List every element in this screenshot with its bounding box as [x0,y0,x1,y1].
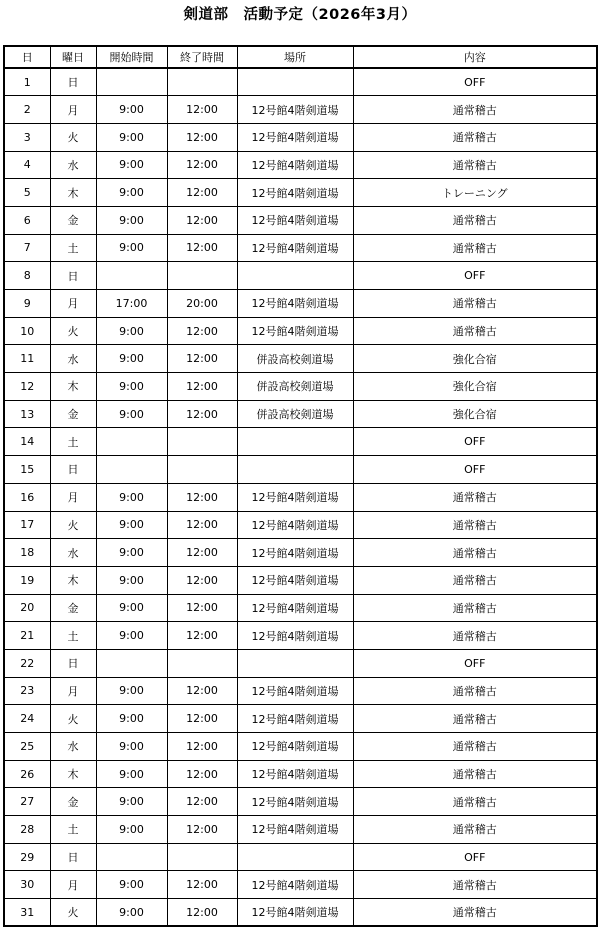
day-cell: 29 [4,843,50,871]
content-cell: 通常稽古 [353,622,597,650]
day-cell: 19 [4,566,50,594]
place-cell: 12号館4階剣道場 [237,290,353,318]
weekday-cell: 水 [50,733,96,761]
end-time-cell: 12:00 [167,594,237,622]
weekday-cell: 水 [50,151,96,179]
table-row [4,456,597,484]
end-time-cell: 20:00 [167,290,237,318]
end-time-cell: 12:00 [167,733,237,761]
place-cell: 12号館4階剣道場 [237,899,353,927]
start-time-cell: 9:00 [96,400,167,428]
content-cell: 通常稽古 [353,677,597,705]
day-cell: 24 [4,705,50,733]
end-time-cell: 12:00 [167,539,237,567]
table-row [4,677,597,705]
place-cell [237,68,353,96]
weekday-cell: 金 [50,400,96,428]
place-cell: 併設高校剣道場 [237,400,353,428]
day-cell: 21 [4,622,50,650]
table-row [4,760,597,788]
start-time-cell: 9:00 [96,871,167,899]
table-row [4,96,597,124]
weekday-cell: 日 [50,843,96,871]
column-header-content: 内容 [353,46,597,68]
day-cell: 8 [4,262,50,290]
start-time-cell: 9:00 [96,816,167,844]
content-cell: 通常稽古 [353,290,597,318]
end-time-cell [167,843,237,871]
day-cell: 7 [4,234,50,262]
weekday-cell: 日 [50,68,96,96]
end-time-cell: 12:00 [167,483,237,511]
end-time-cell: 12:00 [167,760,237,788]
content-cell: OFF [353,456,597,484]
place-cell: 12号館4階剣道場 [237,539,353,567]
start-time-cell: 9:00 [96,345,167,373]
table-row [4,206,597,234]
page-title: 剣道部 活動予定（2026年3月） [183,7,417,23]
weekday-cell: 月 [50,483,96,511]
start-time-cell: 9:00 [96,566,167,594]
day-cell: 4 [4,151,50,179]
start-time-cell: 9:00 [96,317,167,345]
content-cell: 通常稽古 [353,511,597,539]
content-cell: 通常稽古 [353,733,597,761]
table-row [4,262,597,290]
start-time-cell: 9:00 [96,788,167,816]
end-time-cell: 12:00 [167,345,237,373]
content-cell: OFF [353,649,597,677]
end-time-cell: 12:00 [167,317,237,345]
end-time-cell [167,456,237,484]
table-row [4,123,597,151]
table-row [4,68,597,96]
table-row [4,511,597,539]
place-cell [237,649,353,677]
day-cell: 2 [4,96,50,124]
content-cell: 通常稽古 [353,705,597,733]
schedule-table [3,45,598,927]
weekday-cell: 火 [50,899,96,927]
content-cell: 通常稽古 [353,760,597,788]
day-cell: 18 [4,539,50,567]
weekday-cell: 月 [50,871,96,899]
end-time-cell: 12:00 [167,400,237,428]
weekday-cell: 土 [50,622,96,650]
column-header-weekday: 曜日 [50,46,96,68]
place-cell: 12号館4階剣道場 [237,483,353,511]
day-cell: 22 [4,649,50,677]
end-time-cell: 12:00 [167,96,237,124]
day-cell: 26 [4,760,50,788]
content-cell: トレーニング [353,179,597,207]
table-row [4,151,597,179]
table-row [4,539,597,567]
place-cell: 12号館4階剣道場 [237,788,353,816]
start-time-cell: 9:00 [96,539,167,567]
start-time-cell [96,428,167,456]
weekday-cell: 土 [50,428,96,456]
table-row [4,816,597,844]
day-cell: 27 [4,788,50,816]
weekday-cell: 木 [50,760,96,788]
place-cell: 併設高校剣道場 [237,373,353,401]
start-time-cell: 9:00 [96,733,167,761]
table-row [4,317,597,345]
end-time-cell: 12:00 [167,871,237,899]
start-time-cell [96,262,167,290]
day-cell: 11 [4,345,50,373]
start-time-cell: 9:00 [96,760,167,788]
start-time-cell: 9:00 [96,373,167,401]
day-cell: 14 [4,428,50,456]
content-cell: OFF [353,843,597,871]
day-cell: 3 [4,123,50,151]
day-cell: 13 [4,400,50,428]
end-time-cell: 12:00 [167,123,237,151]
end-time-cell: 12:00 [167,705,237,733]
place-cell: 併設高校剣道場 [237,345,353,373]
day-cell: 12 [4,373,50,401]
end-time-cell: 12:00 [167,566,237,594]
weekday-cell: 日 [50,262,96,290]
end-time-cell: 12:00 [167,816,237,844]
end-time-cell [167,68,237,96]
table-row [4,622,597,650]
content-cell: 通常稽古 [353,816,597,844]
table-row [4,428,597,456]
end-time-cell: 12:00 [167,511,237,539]
column-header-place: 場所 [237,46,353,68]
end-time-cell: 12:00 [167,677,237,705]
table-row [4,290,597,318]
start-time-cell: 9:00 [96,123,167,151]
content-cell: 通常稽古 [353,539,597,567]
content-cell: 通常稽古 [353,871,597,899]
weekday-cell: 月 [50,290,96,318]
weekday-cell: 火 [50,511,96,539]
table-row [4,649,597,677]
table-row [4,594,597,622]
weekday-cell: 火 [50,123,96,151]
start-time-cell: 9:00 [96,677,167,705]
content-cell: OFF [353,68,597,96]
end-time-cell: 12:00 [167,622,237,650]
column-header-end-time: 終了時間 [167,46,237,68]
day-cell: 15 [4,456,50,484]
column-header-day: 日 [4,46,50,68]
end-time-cell: 12:00 [167,206,237,234]
place-cell: 12号館4階剣道場 [237,96,353,124]
day-cell: 30 [4,871,50,899]
content-cell: 強化合宿 [353,345,597,373]
place-cell: 12号館4階剣道場 [237,871,353,899]
weekday-cell: 土 [50,234,96,262]
start-time-cell: 17:00 [96,290,167,318]
place-cell: 12号館4階剣道場 [237,705,353,733]
end-time-cell: 12:00 [167,373,237,401]
day-cell: 5 [4,179,50,207]
end-time-cell [167,649,237,677]
content-cell: 通常稽古 [353,317,597,345]
table-row [4,234,597,262]
end-time-cell: 12:00 [167,151,237,179]
table-row [4,843,597,871]
start-time-cell [96,456,167,484]
end-time-cell: 12:00 [167,899,237,927]
day-cell: 28 [4,816,50,844]
start-time-cell [96,68,167,96]
place-cell: 12号館4階剣道場 [237,816,353,844]
weekday-cell: 水 [50,539,96,567]
weekday-cell: 木 [50,179,96,207]
place-cell: 12号館4階剣道場 [237,151,353,179]
end-time-cell: 12:00 [167,234,237,262]
content-cell: 通常稽古 [353,151,597,179]
table-row [4,345,597,373]
place-cell: 12号館4階剣道場 [237,511,353,539]
weekday-cell: 金 [50,206,96,234]
place-cell: 12号館4階剣道場 [237,179,353,207]
place-cell: 12号館4階剣道場 [237,622,353,650]
weekday-cell: 火 [50,317,96,345]
table-row [4,871,597,899]
weekday-cell: 水 [50,345,96,373]
weekday-cell: 火 [50,705,96,733]
weekday-cell: 木 [50,566,96,594]
end-time-cell [167,428,237,456]
weekday-cell: 月 [50,677,96,705]
end-time-cell [167,262,237,290]
day-cell: 1 [4,68,50,96]
weekday-cell: 月 [50,96,96,124]
table-row [4,483,597,511]
start-time-cell: 9:00 [96,899,167,927]
day-cell: 10 [4,317,50,345]
place-cell [237,262,353,290]
content-cell: 強化合宿 [353,373,597,401]
place-cell: 12号館4階剣道場 [237,594,353,622]
table-row [4,373,597,401]
content-cell: 通常稽古 [353,206,597,234]
weekday-cell: 日 [50,649,96,677]
place-cell: 12号館4階剣道場 [237,566,353,594]
start-time-cell: 9:00 [96,151,167,179]
place-cell: 12号館4階剣道場 [237,206,353,234]
weekday-cell: 木 [50,373,96,401]
place-cell: 12号館4階剣道場 [237,677,353,705]
content-cell: 通常稽古 [353,234,597,262]
table-body [4,68,597,926]
table-row [4,733,597,761]
place-cell: 12号館4階剣道場 [237,760,353,788]
day-cell: 9 [4,290,50,318]
content-cell: 通常稽古 [353,96,597,124]
column-header-start-time: 開始時間 [96,46,167,68]
end-time-cell: 12:00 [167,179,237,207]
content-cell: 通常稽古 [353,566,597,594]
day-cell: 25 [4,733,50,761]
day-cell: 6 [4,206,50,234]
place-cell: 12号館4階剣道場 [237,123,353,151]
start-time-cell: 9:00 [96,511,167,539]
place-cell: 12号館4階剣道場 [237,317,353,345]
weekday-cell: 日 [50,456,96,484]
weekday-cell: 土 [50,816,96,844]
day-cell: 20 [4,594,50,622]
place-cell [237,843,353,871]
content-cell: 通常稽古 [353,788,597,816]
content-cell: OFF [353,428,597,456]
place-cell: 12号館4階剣道場 [237,733,353,761]
day-cell: 23 [4,677,50,705]
table-row [4,179,597,207]
weekday-cell: 金 [50,594,96,622]
day-cell: 16 [4,483,50,511]
place-cell [237,428,353,456]
content-cell: 通常稽古 [353,594,597,622]
content-cell: 通常稽古 [353,483,597,511]
content-cell: 通常稽古 [353,123,597,151]
start-time-cell: 9:00 [96,622,167,650]
day-cell: 17 [4,511,50,539]
place-cell [237,456,353,484]
table-row [4,899,597,927]
start-time-cell: 9:00 [96,234,167,262]
weekday-cell: 金 [50,788,96,816]
start-time-cell: 9:00 [96,179,167,207]
content-cell: 強化合宿 [353,400,597,428]
start-time-cell: 9:00 [96,705,167,733]
start-time-cell: 9:00 [96,96,167,124]
place-cell: 12号館4階剣道場 [237,234,353,262]
content-cell: OFF [353,262,597,290]
table-header-row [4,46,597,68]
table-row [4,400,597,428]
start-time-cell: 9:00 [96,483,167,511]
start-time-cell [96,843,167,871]
start-time-cell: 9:00 [96,206,167,234]
table-row [4,788,597,816]
start-time-cell: 9:00 [96,594,167,622]
day-cell: 31 [4,899,50,927]
table-row [4,705,597,733]
table-row [4,566,597,594]
start-time-cell [96,649,167,677]
end-time-cell: 12:00 [167,788,237,816]
content-cell: 通常稽古 [353,899,597,927]
